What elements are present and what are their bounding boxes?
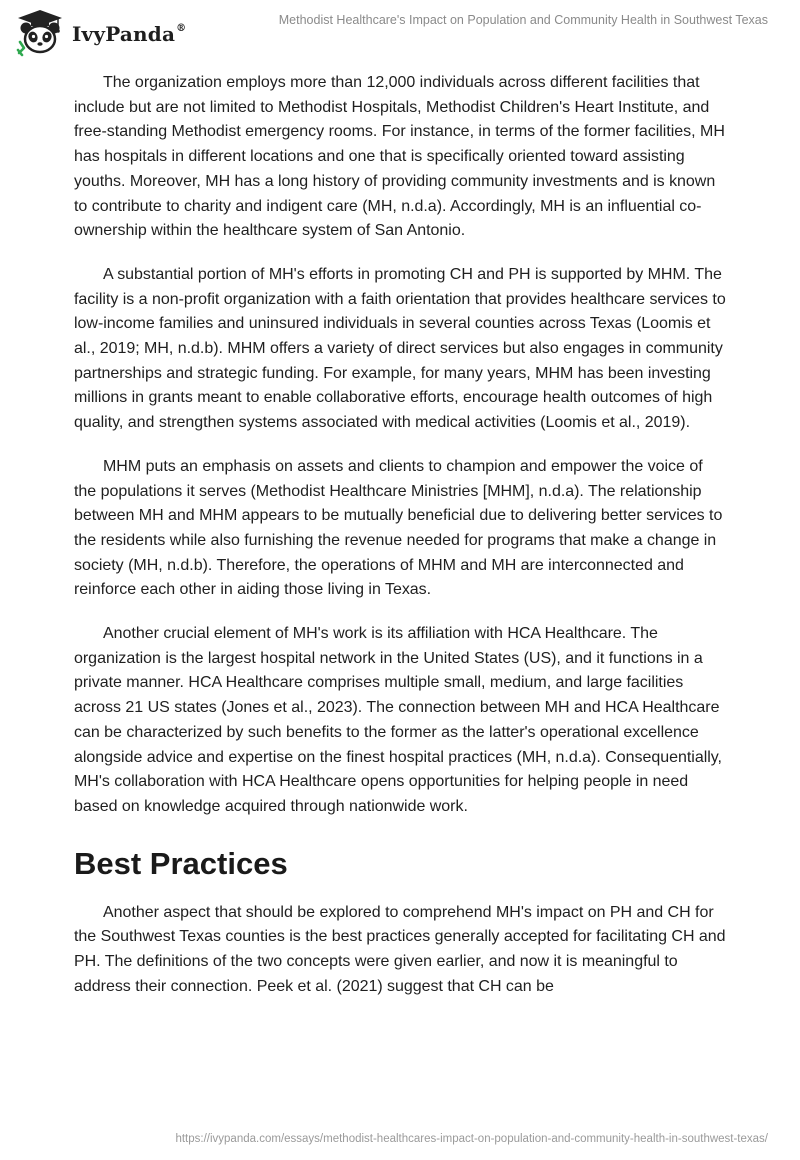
panda-graduate-icon (14, 8, 66, 58)
paragraph: MHM puts an emphasis on assets and clients to champion and empower the voice of the populations it serves (Methodist Healthcare Ministries [MHM], n.d.a). The relationship between MH and MHM appears to be mutually beneficial due to delivering better services to the residents while also furnishing the revenue needed for programs that make a change in society (MH, n.d.b). Therefore, the operations of MHM and MH are interconnected and reinforce each other in aiding those living in Texas. (74, 457, 723, 599)
source-url[interactable]: https://ivypanda.com/essays/methodist-healthcares-impact-on-population-and-community-health-in-southwest-texas/ (175, 1133, 768, 1145)
registered-mark: ® (176, 23, 187, 35)
document-title: Methodist Healthcare's Impact on Population and Community Health in Southwest Texas (278, 13, 768, 27)
paragraph: A substantial portion of MH's efforts in promoting CH and PH is supported by MHM. The facility is a non-profit organization with a faith orientation that provides healthcare services to low-income families and uninsured individuals in several counties across Texas (Loomis et al., 2019; MH, n.d.b). MHM offers a variety of direct services but also engages in community partnerships and strategic funding. For example, for many years, MHM has been investing millions in grants meant to enable collaborative efforts, encourage health outcomes of high quality, and strengthen systems associated with medical activities (Loomis et al., 2019). (74, 265, 726, 432)
logo-text: IvyPanda (72, 22, 176, 46)
page-header (0, 0, 800, 62)
paragraph: The organization employs more than 12,000 individuals across different facilities that include but are not limited to Methodist Hospitals, Methodist Children's Heart Institute, and free-standing Methodist emergency rooms. For instance, in terms of the former facilities, MH has hospitals in different locations and one that is specifically oriented toward assisting youths. Moreover, MH has a long history of providing community investments and is known to contribute to charity and indigent care (MH, n.d.a). Accordingly, MH is an influential co-ownership within the healthcare system of San Antonio. (74, 74, 725, 240)
logo-wordmark (72, 22, 186, 46)
paragraph: Another crucial element of MH's work is its affiliation with HCA Healthcare. The organization is the largest hospital network in the United States (US), and it functions in a private manner. HCA Healthcare comprises multiple small, medium, and large facilities across 21 US states (Jones et al., 2023). The connection between MH and HCA Healthcare can be characterized by such benefits to the former as the latter's operational excellence alongside advice and expertise on the finest hospital practices (MH, n.d.a). Consequentially, MH's collaboration with HCA Healthcare opens opportunities for helping people in need based on knowledge acquired through nationwide work. (74, 625, 722, 815)
paragraph: Another aspect that should be explored to comprehend MH's impact on PH and CH for the Southwest Texas counties is the best practices generally accepted for facilitating CH and PH. The definitions of the two concepts were given earlier, and now it is meaningful to address their connection. Peek et al. (2021) suggest that CH can be (74, 903, 726, 995)
section-heading: Best Practices (74, 845, 288, 881)
essay-body (74, 71, 726, 1019)
ivypanda-logo[interactable] (14, 8, 204, 58)
